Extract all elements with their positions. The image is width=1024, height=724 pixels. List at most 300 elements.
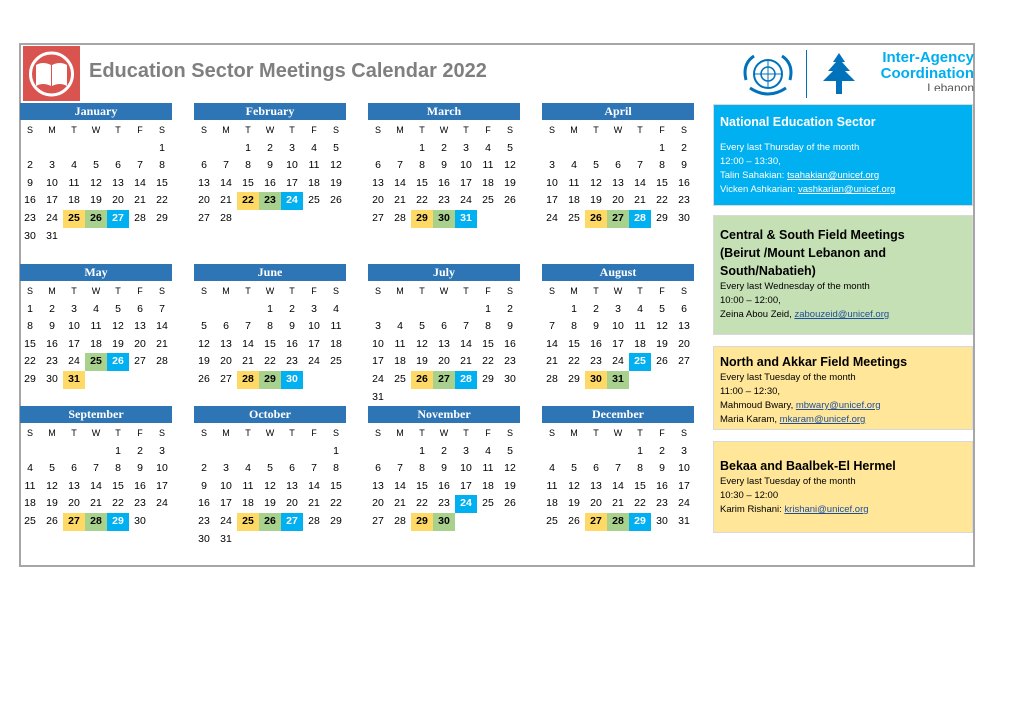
day-cell: 11 <box>330 320 342 333</box>
day-cell: 27 <box>198 211 210 224</box>
day-cell: 25 <box>330 355 342 368</box>
day-cell: 6 <box>137 302 143 315</box>
day-cell: 2 <box>27 159 33 172</box>
day-cell: 28 <box>156 355 168 368</box>
day-cell: 23 <box>438 497 450 510</box>
day-cell: 17 <box>68 337 80 350</box>
empty-day-cell <box>433 301 455 319</box>
day-cell: 11 <box>568 176 580 189</box>
day-cell: 23 <box>590 355 602 368</box>
day-cell: 13 <box>112 176 124 189</box>
weekday-header: M <box>396 286 404 296</box>
weekday-header: W <box>91 286 101 296</box>
day-cell: 16 <box>438 176 450 189</box>
day-cell: 20 <box>590 497 602 510</box>
day-cell: 9 <box>441 159 447 172</box>
day-cell: 25 <box>482 194 494 207</box>
empty-day-cell <box>259 443 281 461</box>
day-cell: 29 <box>482 372 494 385</box>
day-cell: 22 <box>568 355 580 368</box>
contact-line <box>720 413 966 427</box>
weekday-header: S <box>200 428 207 438</box>
day-cell: 3 <box>289 141 295 154</box>
day-cell: 5 <box>267 462 273 475</box>
meeting-day-cell: 29 <box>411 210 433 228</box>
day-cell: 22 <box>330 497 342 510</box>
day-cell: 24 <box>220 514 232 527</box>
day-cell: 20 <box>372 497 384 510</box>
day-cell: 30 <box>678 211 690 224</box>
day-cell: 19 <box>330 176 342 189</box>
meeting-day-cell: 29 <box>259 371 281 389</box>
month-title: October <box>194 406 346 423</box>
day-cell: 28 <box>394 211 406 224</box>
day-cell: 2 <box>267 141 273 154</box>
weekday-header: M <box>570 428 578 438</box>
day-cell: 5 <box>49 462 55 475</box>
un-emblem-icon <box>738 50 798 100</box>
weekday-header: T <box>289 428 295 438</box>
central-south-field-meetings-box <box>713 215 973 335</box>
meeting-day-cell: 25 <box>63 210 85 228</box>
month-title: April <box>542 103 694 120</box>
day-cell: 28 <box>134 211 146 224</box>
day-cell: 30 <box>198 532 210 545</box>
month-day-grid <box>19 122 172 245</box>
day-cell: 25 <box>546 514 558 527</box>
meeting-day-cell: 28 <box>85 513 107 531</box>
day-cell: 9 <box>659 462 665 475</box>
weekday-header: S <box>158 286 165 296</box>
empty-day-cell <box>367 443 389 461</box>
weekday-header: M <box>222 428 230 438</box>
email-link[interactable]: tsahakian@unicef.org <box>787 170 880 181</box>
meeting-day-cell: 23 <box>259 192 281 210</box>
day-cell: 5 <box>507 444 513 457</box>
empty-day-cell <box>541 140 563 158</box>
day-cell: 6 <box>441 320 447 333</box>
month-day-grid <box>367 122 520 228</box>
empty-day-cell <box>585 140 607 158</box>
day-cell: 14 <box>546 337 558 350</box>
empty-day-cell <box>63 140 85 158</box>
weekday-header: S <box>26 286 33 296</box>
day-cell: 13 <box>286 479 298 492</box>
email-link[interactable]: vashkarian@unicef.org <box>797 184 896 195</box>
day-cell: 6 <box>223 320 229 333</box>
weekday-header: T <box>463 286 469 296</box>
weekday-header: S <box>548 286 555 296</box>
weekday-header: S <box>374 286 381 296</box>
day-cell: 29 <box>156 211 168 224</box>
weekday-header: T <box>637 428 643 438</box>
day-cell: 18 <box>330 337 342 350</box>
day-cell: 10 <box>286 159 298 172</box>
weekday-header: W <box>265 125 275 135</box>
day-cell: 20 <box>198 194 210 207</box>
month-day-grid <box>541 283 694 389</box>
meeting-time: 10:30 – 12:00 <box>720 490 779 501</box>
day-cell: 29 <box>24 372 36 385</box>
month-day-grid <box>193 283 346 389</box>
day-cell: 14 <box>220 176 232 189</box>
day-cell: 7 <box>245 320 251 333</box>
day-cell: 26 <box>198 372 210 385</box>
month-title: March <box>368 103 520 120</box>
day-cell: 7 <box>637 159 643 172</box>
day-cell: 12 <box>112 320 124 333</box>
day-cell: 26 <box>656 355 668 368</box>
day-cell: 21 <box>394 194 406 207</box>
month-january <box>20 103 172 245</box>
weekday-header: T <box>289 125 295 135</box>
day-cell: 11 <box>68 176 80 189</box>
day-cell: 16 <box>24 194 36 207</box>
day-cell: 14 <box>134 176 146 189</box>
day-cell: 23 <box>24 211 36 224</box>
day-cell: 2 <box>507 302 513 315</box>
meeting-day-cell: 30 <box>585 371 607 389</box>
day-cell: 3 <box>463 444 469 457</box>
month-day-grid <box>19 283 172 389</box>
day-cell: 26 <box>46 514 58 527</box>
day-cell: 7 <box>93 462 99 475</box>
day-cell: 19 <box>568 497 580 510</box>
empty-day-cell <box>629 140 651 158</box>
weekday-header: W <box>613 428 623 438</box>
day-cell: 30 <box>134 514 146 527</box>
weekday-header: W <box>613 125 623 135</box>
weekday-header: T <box>71 125 77 135</box>
weekday-header: T <box>71 286 77 296</box>
day-cell: 3 <box>549 159 555 172</box>
day-cell: 30 <box>46 372 58 385</box>
day-cell: 15 <box>112 479 124 492</box>
contact-line <box>720 308 966 322</box>
meeting-day-cell: 26 <box>585 210 607 228</box>
meeting-time: 11:00 – 12:30, <box>720 386 781 397</box>
day-cell: 21 <box>156 337 168 350</box>
email-link[interactable]: krishani@unicef.org <box>784 504 869 515</box>
day-cell: 24 <box>68 355 80 368</box>
day-cell: 4 <box>637 302 643 315</box>
day-cell: 23 <box>134 497 146 510</box>
day-cell: 24 <box>546 211 558 224</box>
day-cell: 29 <box>330 514 342 527</box>
day-cell: 2 <box>137 444 143 457</box>
weekday-header: T <box>115 286 121 296</box>
meeting-day-cell: 27 <box>107 210 129 228</box>
day-cell: 8 <box>245 159 251 172</box>
email-link[interactable]: zabouzeid@unicef.org <box>794 309 890 320</box>
day-cell: 24 <box>460 194 472 207</box>
email-link[interactable]: mkaram@unicef.org <box>779 414 866 425</box>
day-cell: 4 <box>27 462 33 475</box>
day-cell: 20 <box>372 194 384 207</box>
day-cell: 19 <box>504 176 516 189</box>
weekday-header: W <box>265 286 275 296</box>
day-cell: 14 <box>460 337 472 350</box>
day-cell: 22 <box>112 497 124 510</box>
weekday-header: T <box>419 125 425 135</box>
day-cell: 25 <box>394 372 406 385</box>
day-cell: 13 <box>372 176 384 189</box>
day-cell: 3 <box>615 302 621 315</box>
day-cell: 6 <box>375 462 381 475</box>
day-cell: 16 <box>46 337 58 350</box>
day-cell: 15 <box>634 479 646 492</box>
day-cell: 4 <box>485 444 491 457</box>
day-cell: 29 <box>568 372 580 385</box>
empty-day-cell <box>389 301 411 319</box>
day-cell: 7 <box>311 462 317 475</box>
day-cell: 13 <box>134 320 146 333</box>
contact-line <box>720 399 966 413</box>
day-cell: 20 <box>134 337 146 350</box>
day-cell: 8 <box>485 320 491 333</box>
national-education-sector-box <box>713 104 973 206</box>
month-march <box>368 103 520 228</box>
day-cell: 31 <box>46 229 58 242</box>
day-cell: 25 <box>24 514 36 527</box>
day-cell: 5 <box>593 159 599 172</box>
weekday-header: S <box>158 428 165 438</box>
empty-day-cell <box>367 140 389 158</box>
meeting-day-cell: 25 <box>237 513 259 531</box>
day-cell: 21 <box>634 194 646 207</box>
day-cell: 30 <box>504 372 516 385</box>
empty-day-cell <box>389 140 411 158</box>
day-cell: 12 <box>504 159 516 172</box>
day-cell: 11 <box>394 337 406 350</box>
day-cell: 16 <box>286 337 298 350</box>
day-cell: 3 <box>375 320 381 333</box>
empty-day-cell <box>41 443 63 461</box>
day-cell: 9 <box>27 176 33 189</box>
day-cell: 21 <box>134 194 146 207</box>
month-day-grid <box>367 425 520 531</box>
month-title: May <box>20 264 172 281</box>
day-cell: 3 <box>49 159 55 172</box>
day-cell: 17 <box>460 479 472 492</box>
weekday-header: T <box>463 428 469 438</box>
meeting-day-cell: 25 <box>85 353 107 371</box>
day-cell: 27 <box>372 211 384 224</box>
day-cell: 12 <box>656 320 668 333</box>
meeting-day-cell: 24 <box>455 495 477 513</box>
weekday-header: W <box>439 428 449 438</box>
org-name-line-2: Coordination <box>880 65 974 82</box>
day-cell: 15 <box>24 337 36 350</box>
month-day-grid <box>193 425 346 548</box>
day-cell: 21 <box>546 355 558 368</box>
day-cell: 16 <box>504 337 516 350</box>
page-title: Education Sector Meetings Calendar 2022 <box>89 60 487 82</box>
weekday-header: F <box>311 286 317 296</box>
day-cell: 12 <box>330 159 342 172</box>
month-day-grid <box>541 122 694 228</box>
day-cell: 1 <box>245 141 251 154</box>
meeting-title-line: South/Nabatieh) <box>720 264 816 278</box>
day-cell: 25 <box>308 194 320 207</box>
empty-day-cell <box>541 443 563 461</box>
day-cell: 22 <box>482 355 494 368</box>
contact-name: Talin Sahakian: <box>720 170 785 181</box>
day-cell: 14 <box>242 337 254 350</box>
day-cell: 8 <box>419 462 425 475</box>
day-cell: 10 <box>546 176 558 189</box>
contact-name: Karim Rishani: <box>720 504 782 515</box>
weekday-header: S <box>680 125 687 135</box>
day-cell: 13 <box>198 176 210 189</box>
day-cell: 21 <box>612 497 624 510</box>
empty-day-cell <box>237 301 259 319</box>
month-title: January <box>20 103 172 120</box>
meeting-day-cell: 22 <box>237 192 259 210</box>
day-cell: 30 <box>656 514 668 527</box>
day-cell: 4 <box>245 462 251 475</box>
day-cell: 6 <box>593 462 599 475</box>
day-cell: 6 <box>201 159 207 172</box>
meeting-day-cell: 27 <box>63 513 85 531</box>
day-cell: 13 <box>678 320 690 333</box>
day-cell: 21 <box>242 355 254 368</box>
day-cell: 14 <box>394 479 406 492</box>
weekday-header: M <box>396 428 404 438</box>
month-april <box>542 103 694 228</box>
day-cell: 14 <box>394 176 406 189</box>
day-cell: 19 <box>46 497 58 510</box>
month-title: December <box>542 406 694 423</box>
weekday-header: F <box>659 428 665 438</box>
weekday-header: S <box>200 125 207 135</box>
day-cell: 17 <box>612 337 624 350</box>
weekday-header: T <box>637 125 643 135</box>
day-cell: 7 <box>397 462 403 475</box>
day-cell: 8 <box>115 462 121 475</box>
day-cell: 16 <box>198 497 210 510</box>
meeting-day-cell: 26 <box>411 371 433 389</box>
day-cell: 8 <box>659 159 665 172</box>
meeting-day-cell: 30 <box>433 210 455 228</box>
day-cell: 4 <box>571 159 577 172</box>
email-link[interactable]: mbwary@unicef.org <box>795 400 881 411</box>
day-cell: 22 <box>24 355 36 368</box>
day-cell: 10 <box>460 159 472 172</box>
day-cell: 2 <box>289 302 295 315</box>
weekday-header: S <box>374 125 381 135</box>
day-cell: 26 <box>330 194 342 207</box>
day-cell: 4 <box>93 302 99 315</box>
day-cell: 21 <box>220 194 232 207</box>
day-cell: 5 <box>659 302 665 315</box>
weekday-header: S <box>548 428 555 438</box>
weekday-header: W <box>613 286 623 296</box>
month-title: September <box>20 406 172 423</box>
day-cell: 21 <box>308 497 320 510</box>
day-cell: 1 <box>571 302 577 315</box>
empty-day-cell <box>41 140 63 158</box>
meeting-schedule: Every last Wednesday of the month <box>720 281 870 292</box>
weekday-header: W <box>91 125 101 135</box>
day-cell: 19 <box>656 337 668 350</box>
day-cell: 2 <box>441 444 447 457</box>
weekday-header: S <box>506 286 513 296</box>
day-cell: 5 <box>419 320 425 333</box>
day-cell: 18 <box>68 194 80 207</box>
meeting-day-cell: 25 <box>629 353 651 371</box>
month-september <box>20 406 172 531</box>
weekday-header: W <box>439 286 449 296</box>
day-cell: 11 <box>90 320 102 333</box>
day-cell: 24 <box>372 372 384 385</box>
day-cell: 16 <box>678 176 690 189</box>
day-cell: 17 <box>156 479 168 492</box>
day-cell: 22 <box>156 194 168 207</box>
weekday-header: M <box>48 125 56 135</box>
day-cell: 1 <box>419 141 425 154</box>
day-cell: 7 <box>159 302 165 315</box>
weekday-header: F <box>485 286 491 296</box>
day-cell: 11 <box>482 159 494 172</box>
meeting-day-cell: 31 <box>63 371 85 389</box>
contact-name: Mahmoud Bwary, <box>720 400 794 411</box>
day-cell: 7 <box>463 320 469 333</box>
meeting-day-cell: 24 <box>281 192 303 210</box>
month-day-grid <box>367 283 520 406</box>
day-cell: 19 <box>504 479 516 492</box>
meeting-day-cell: 31 <box>455 210 477 228</box>
day-cell: 6 <box>615 159 621 172</box>
education-book-logo <box>23 46 80 101</box>
org-name-line-1: Inter-Agency <box>882 49 974 66</box>
weekday-header: S <box>548 125 555 135</box>
day-cell: 23 <box>46 355 58 368</box>
empty-day-cell <box>281 443 303 461</box>
day-cell: 10 <box>678 462 690 475</box>
day-cell: 23 <box>198 514 210 527</box>
meeting-schedule: Every last Thursday of the month <box>720 142 860 153</box>
month-day-grid <box>19 425 172 531</box>
day-cell: 26 <box>504 194 516 207</box>
day-cell: 13 <box>590 479 602 492</box>
day-cell: 13 <box>68 479 80 492</box>
weekday-header: T <box>593 125 599 135</box>
day-cell: 1 <box>419 444 425 457</box>
day-cell: 12 <box>568 479 580 492</box>
meeting-day-cell: 27 <box>585 513 607 531</box>
day-cell: 31 <box>220 532 232 545</box>
day-cell: 1 <box>637 444 643 457</box>
day-cell: 10 <box>46 176 58 189</box>
day-cell: 18 <box>394 355 406 368</box>
day-cell: 16 <box>590 337 602 350</box>
day-cell: 19 <box>112 337 124 350</box>
day-cell: 16 <box>438 479 450 492</box>
day-cell: 11 <box>24 479 36 492</box>
meeting-day-cell: 26 <box>85 210 107 228</box>
day-cell: 9 <box>289 320 295 333</box>
month-title: June <box>194 264 346 281</box>
weekday-header: T <box>419 428 425 438</box>
cedar-tree-icon <box>815 50 863 98</box>
day-cell: 17 <box>678 479 690 492</box>
meeting-day-cell: 28 <box>607 513 629 531</box>
meeting-day-cell: 30 <box>433 513 455 531</box>
day-cell: 18 <box>546 497 558 510</box>
day-cell: 12 <box>46 479 58 492</box>
day-cell: 9 <box>267 159 273 172</box>
